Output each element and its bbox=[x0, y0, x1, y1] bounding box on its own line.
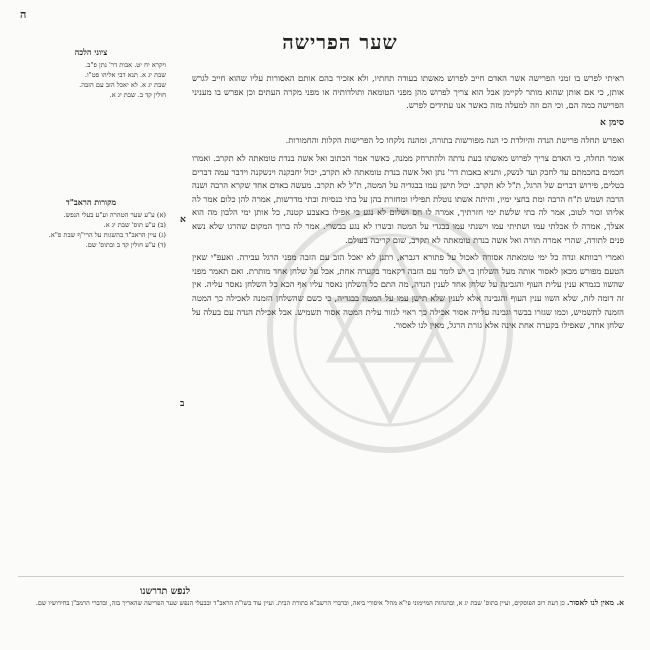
sidebar-halacha bbox=[16, 48, 166, 101]
sidebar-title-sources: מקורות הראב"ד bbox=[65, 197, 117, 207]
paragraph-marker-a: א bbox=[180, 215, 186, 225]
page-number: ה bbox=[20, 8, 27, 21]
paragraph-b: ואמרי רבוותא ונדה כל ימי טומאתה אסורה לאכול על פתורא דגברא, רתנן לא יאכל הזב עם הזבה מפני הרגל עבירה. ואעפ"י שאין הטעם מפורש מכאן לאסור אותה מעל השלחן כי יש לומר עם הזבה דקאמר בקערה אחת, אבל על שלחן אחד מותרת. ואם תאמר מפני שהשוו בגמרא ענין עלית העוף והגבינה על שלחן אחד לענין הנדה, מה התם כל השלחן נאסר עליו אף הכא כל השלחן נאסר עליה. אין זה דומה לזה, שלא השוו ענין העוף והגבינה אלא לענין שלא תישן עמו על המטה בבגדיה, כי כשם שהשלחן הזמנה לאכילה כך המטה הזמנה לתשמיש, וכמו שגזרו בבשר וגבינה עלייה אסור אכילה כך ראוי לגזור עלית המטה אסור תשמיש. אבל אכילת הנדה עם בעלה על שלחן אחד, שאפילו בקערה אחת אינה אלא גזרת הרגל, מאין לנו לאסור. bbox=[192, 252, 624, 331]
sidebar-line: שבת יג א. תנא דבי אליהו פט"ו. bbox=[84, 71, 166, 79]
intro-paragraph: ראיתי לפרש בו זמני הפרישה אשר האדם חייב לפרוש מאשתו בעודה תחתיו, ולא אזכיר בהם אותם האסורות עליו שהוא חייב לגרש אותן, כי אם אותן שהוא מותר לקיימן אבל הוא צריך לפרוש מהן מפני הטומאה ותולדותיה או מפני מקרה העתים וכן אפרש בו מעניני הפרישה כמה הם, וכי הם וזה למעלה מזה כאשר אנו עתידים לפרש. bbox=[192, 73, 624, 111]
sidebar-line: שבת יג א. לא יאכל הזב עם הזבה. bbox=[79, 81, 166, 89]
sidebar-line: חולין קד ב. שבת יג א. bbox=[109, 91, 166, 99]
sidebar-line: ויקרא יח יט. אבות דר' נתן פ"ב. bbox=[85, 61, 166, 69]
paragraph-a: אומר תחלה, כי האדם צריך לפרוש מאשתו בעת נדתה ולהתרחק ממנה, כאשר אמר הכתוב ואל אשה בנדת טומאתה לא תקרב. ואמרו חכמים בחכמתם עד לחבק ועד לנשק, ותניא באבות דר' נתן ואל אשה בנדת טומאתה לא תקרב, יכול יחבקנה וינשקנה וידבר עמה דברים בטלים, פירוש דברים של הרגל, ת"ל לא תקרב. יכול תישן עמו בבגדיה על המטה, ת"ל לא תקרב. מעשה באדם אחד שקרא הרבה ושנה הרבה ושמש ת"ח הרבה ומת בחצי ימיו, והיתה אשתו נוטלת תפיליו ומחזרת בהן על בתי כנסיות ובתי מדרשות, אמרה להן כלום אמר לה אליהו זכור לטוב, אמר לה בתי שלשת ימי חזרתיך, אמרה לו חס ושלום לא נגע בי אפילו באצבע קטנה, כל אותן ימי הלבון מה הוא אצלך, אמרה לו אכלתי עמו ושתיתי עמו וישנתי עמו בבגדי על המטה ובשרו לא נגע בבשרי. אמר לה ברוך המקום שהרגו שלא נשא פנים לתורה, שהרי אמרה תורה ואל אשה בנדת טומאתה לא תקרב, שום קריבה בעולם. bbox=[192, 152, 624, 245]
page-title: שער הפרישה bbox=[282, 30, 398, 54]
footnote-section-title: לנפש תדרשנו bbox=[140, 586, 191, 597]
sidebar-line: (ב) ע"ע תוס' שבת יג א. bbox=[103, 221, 166, 229]
section-paragraph: ואפרש תחלה פרישת הנדה והיולדת כי הנה מפורשות בתורה, ומהנה נלקחו כל הפרישות הקלות והחמורות. bbox=[285, 135, 624, 146]
footnote bbox=[28, 598, 624, 608]
footnote-divider bbox=[18, 576, 624, 577]
sidebar-title-halacha: ציוני הלכה bbox=[74, 47, 108, 57]
section-label: סימן א bbox=[599, 117, 624, 128]
paragraph-marker-b: ב bbox=[180, 399, 185, 409]
main-text bbox=[192, 72, 624, 337]
sidebar-line: (א) ע"ע שער הטהרה וע"ע בעלי הנפש. bbox=[63, 211, 166, 219]
footnote-label: א. מאין לנו לאסור. bbox=[566, 598, 624, 607]
sidebar-line: (ג) עיין הראב"ד בהשגות על הרי"ף שבת פ"א. bbox=[48, 231, 166, 239]
sidebar-sources bbox=[16, 198, 166, 251]
footnote-text: כן דעת רוב הפוסקים, ועיין בתוס' שבת יג א, ובהגהות המיימוני פי"א מהל' איסורי ביאה, ובדברי הרשב"א בתורת הבית. ועיין עוד בשו"ת הראב"ד ובבעלי הנפש שער הפרישה שהאריך בזה, ובדברי הרמב"ן בחידושיו שם. bbox=[35, 599, 565, 607]
sidebar-line: (ד) ע"ע חולין קד ב ובתוס' שם. bbox=[85, 241, 166, 249]
